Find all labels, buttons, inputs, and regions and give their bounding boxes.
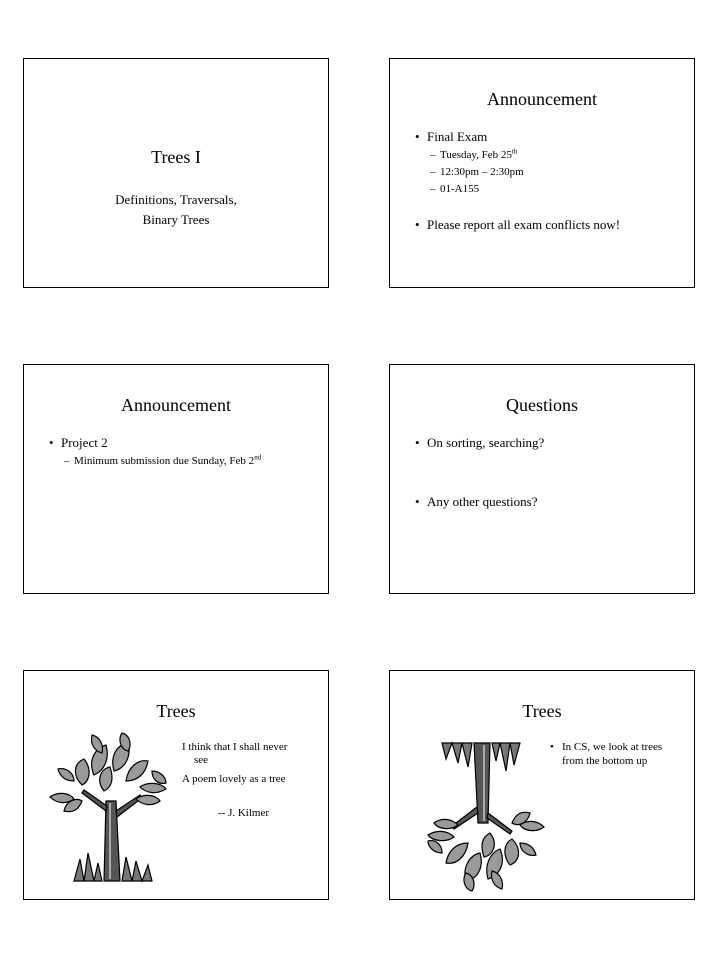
poem-attribution: -- J. Kilmer	[218, 807, 270, 819]
bullet-other	[415, 494, 538, 510]
superscript: th	[511, 147, 518, 156]
upside-down-tree-icon	[410, 733, 550, 893]
slide-2	[389, 58, 695, 288]
sub-bullet-time	[430, 165, 524, 179]
slide-title: Trees I	[151, 147, 201, 167]
sub-text: Tuesday, Feb 25	[440, 149, 512, 161]
bullet-symbol: •	[415, 217, 420, 232]
bullet-text: Project 2	[61, 435, 108, 450]
sub-text: Minimum submission due Sunday, Feb 2	[74, 455, 255, 467]
bullet-symbol: •	[415, 129, 420, 144]
bullet-symbol: •	[550, 741, 554, 753]
bullet-sorting	[415, 435, 545, 451]
dash-symbol: –	[64, 455, 70, 467]
bullet-cs-trees-cont: from the bottom up	[562, 755, 648, 767]
bullet-symbol: •	[49, 435, 54, 450]
bullet-text: Please report all exam conflicts now!	[427, 217, 621, 232]
sub-text: 12:30pm – 2:30pm	[440, 166, 524, 178]
dash-symbol: –	[430, 149, 436, 161]
slide-1	[23, 58, 329, 288]
tree-clipart-icon	[44, 731, 184, 891]
poem-line1: I think that I shall never	[182, 741, 288, 753]
bullet-conflicts	[415, 217, 621, 233]
slide-title: Questions	[506, 395, 578, 415]
slide-title: Announcement	[121, 395, 231, 415]
slide-title: Trees	[522, 701, 562, 721]
slide-6	[389, 670, 695, 900]
bullet-text: Final Exam	[427, 129, 488, 144]
slide-title: Announcement	[487, 89, 597, 109]
bullet-project	[49, 435, 108, 451]
dash-symbol: –	[430, 166, 436, 178]
dash-symbol: –	[430, 183, 436, 195]
bullet-symbol: •	[415, 435, 420, 450]
poem-line1-cont: see	[194, 754, 209, 766]
bullet-final-exam	[415, 129, 488, 145]
poem-line2: A poem lovely as a tree	[182, 773, 286, 785]
bullet-text: Any other questions?	[427, 494, 538, 509]
superscript: nd	[254, 453, 262, 462]
bullet-text: On sorting, searching?	[427, 435, 545, 450]
slide-3	[23, 364, 329, 594]
sub-text: 01-A155	[440, 183, 480, 195]
slide-subtitle-line2: Binary Trees	[142, 212, 210, 227]
bullet-cs-trees	[550, 741, 663, 754]
sub-bullet-room	[430, 182, 480, 196]
slide-subtitle-line1: Definitions, Traversals,	[115, 192, 237, 207]
bullet-text-line1: In CS, we look at trees	[562, 741, 663, 753]
slide-4	[389, 364, 695, 594]
bullet-symbol: •	[415, 494, 420, 509]
sub-bullet-date	[430, 147, 518, 162]
sub-bullet-deadline	[64, 453, 262, 468]
slide-5	[23, 670, 329, 900]
slide-title: Trees	[156, 701, 196, 721]
